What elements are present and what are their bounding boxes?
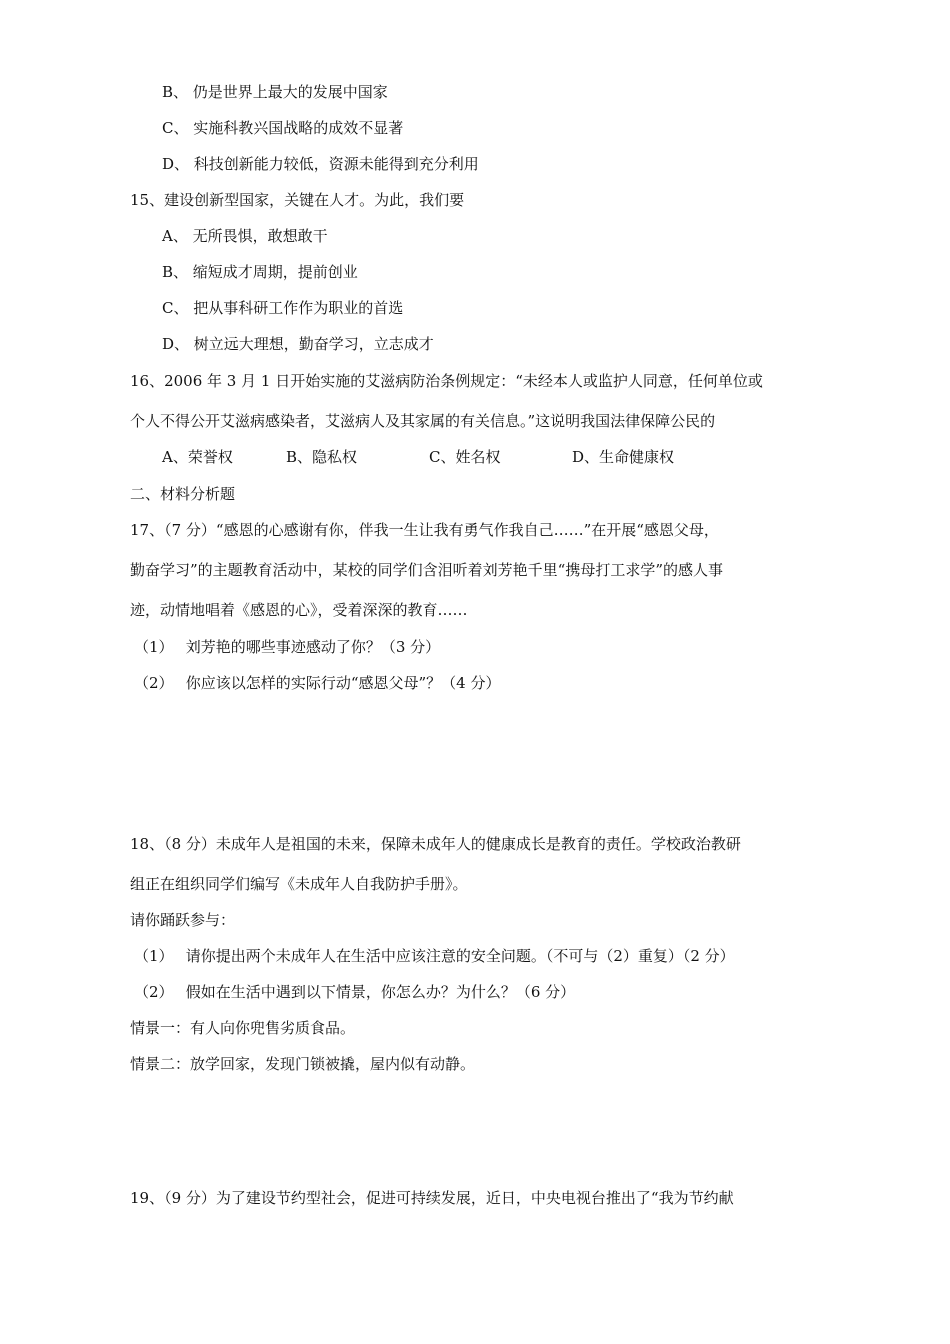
q16-option-d: D、生命健康权 bbox=[572, 448, 675, 466]
q18-sub-2: （2） 假如在生活中遇到以下情景，你怎么办？为什么？（6 分） bbox=[134, 983, 576, 1001]
q16-stem-line-2: 个人不得公开艾滋病感染者，艾滋病人及其家属的有关信息。”这说明我国法律保障公民的 bbox=[130, 412, 716, 430]
q17-sub-1: （1） 刘芳艳的哪些事迹感动了你？（3 分） bbox=[134, 638, 441, 656]
q18-scene-2: 情景二：放学回家，发现门锁被撬，屋内似有动静。 bbox=[130, 1055, 476, 1073]
q16-stem-line-1: 16、2006 年 3 月 1 日开始实施的艾滋病防治条例规定：“未经本人或监护人同意，任何单位或 bbox=[130, 372, 763, 390]
q18-stem-line-1: 18、（8 分）未成年人是祖国的未来，保障未成年人的健康成长是教育的责任。学校政治教研 bbox=[130, 835, 741, 853]
q18-scene-1: 情景一：有人向你兜售劣质食品。 bbox=[130, 1019, 356, 1037]
q18-stem-line-2: 组正在组织同学们编写《未成年人自我防护手册》。 bbox=[130, 875, 468, 893]
q15-option-a: A、 无所畏惧，敢想敢干 bbox=[162, 227, 328, 245]
q18-sub-1: （1） 请你提出两个未成年人在生活中应该注意的安全问题。（不可与（2）重复）（2 分） bbox=[134, 947, 735, 965]
q16-option-c: C、姓名权 bbox=[429, 448, 501, 466]
q18-prompt: 请你踊跃参与： bbox=[130, 911, 236, 929]
q17-stem-line-3: 迹，动情地唱着《感恩的心》，受着深深的教育…… bbox=[130, 601, 468, 619]
q15-option-d: D、 树立远大理想，勤奋学习，立志成才 bbox=[162, 335, 434, 353]
q16-option-a: A、荣誉权 bbox=[162, 448, 233, 466]
q16-options bbox=[162, 447, 722, 467]
q14-option-c: C、 实施科教兴国战略的成效不显著 bbox=[162, 119, 404, 137]
q15-option-b: B、 缩短成才周期，提前创业 bbox=[162, 263, 358, 281]
q16-option-b: B、隐私权 bbox=[286, 448, 358, 466]
q19-stem-line-1: 19、（9 分）为了建设节约型社会，促进可持续发展，近日，中央电视台推出了“我为节约献 bbox=[130, 1189, 734, 1207]
q17-stem-line-1: 17、（7 分）“感恩的心感谢有你，伴我一生让我有勇气作我自己……”在开展“感恩父母， bbox=[130, 521, 719, 539]
section-2-title: 二、材料分析题 bbox=[130, 485, 236, 503]
q17-stem-line-2: 勤奋学习”的主题教育活动中，某校的同学们含泪听着刘芳艳千里“携母打工求学”的感人事 bbox=[130, 561, 724, 579]
q14-option-b: B、 仍是世界上最大的发展中国家 bbox=[162, 83, 388, 101]
q15-stem: 15、建设创新型国家，关键在人才。为此，我们要 bbox=[130, 191, 465, 209]
q15-option-c: C、 把从事科研工作作为职业的首选 bbox=[162, 299, 404, 317]
q17-sub-2: （2） 你应该以怎样的实际行动“感恩父母”？（4 分） bbox=[134, 674, 501, 692]
q14-option-d: D、 科技创新能力较低，资源未能得到充分利用 bbox=[162, 155, 479, 173]
